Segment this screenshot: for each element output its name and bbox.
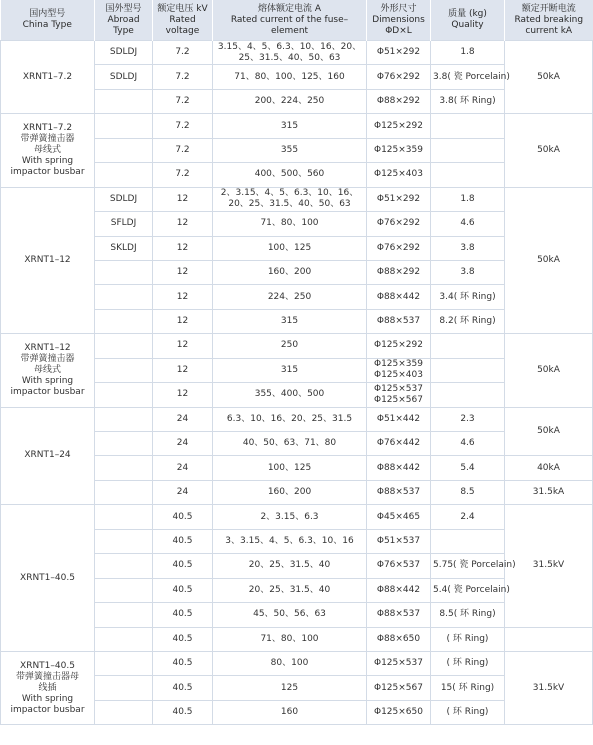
header-quality: 质量 (kg) Quality (431, 0, 505, 41)
rated-voltage-cell: 24 (153, 407, 213, 431)
abroad-type-cell (95, 89, 153, 113)
china-type-cell: XRNT1–7.2 (1, 41, 95, 114)
header-rated-current: 熔体额定电流 A Rated current of the fuse–element (213, 0, 367, 41)
dimensions-cell: Φ88×292 (367, 89, 431, 113)
rated-voltage-cell: 24 (153, 480, 213, 504)
table-body (1, 41, 593, 725)
rated-current-cell: 40、50、63、71、80 (213, 432, 367, 456)
rated-current-cell: 3、3.15、4、5、6.3、10、16 (213, 529, 367, 553)
rated-current-cell: 160、200 (213, 480, 367, 504)
abroad-type-cell (95, 407, 153, 431)
abroad-type-cell (95, 700, 153, 724)
rated-voltage-cell: 40.5 (153, 700, 213, 724)
dimensions-cell: Φ76×537 (367, 554, 431, 578)
abroad-type-cell (95, 358, 153, 382)
china-type-cell: XRNT1–12 (1, 187, 95, 334)
abroad-type-cell: SDLDJ (95, 187, 153, 211)
quality-cell: 5.4 (431, 456, 505, 480)
rated-voltage-cell: 40.5 (153, 603, 213, 627)
table-row (1, 187, 593, 211)
table-row (1, 334, 593, 358)
rated-voltage-cell: 40.5 (153, 627, 213, 651)
rated-voltage-cell: 40.5 (153, 505, 213, 529)
rated-current-cell: 71、80、100 (213, 212, 367, 236)
rated-voltage-cell: 40.5 (153, 676, 213, 700)
dimensions-cell: Φ88×292 (367, 260, 431, 284)
table-row (1, 505, 593, 529)
rated-voltage-cell: 24 (153, 456, 213, 480)
quality-cell: 8.5( 环 Ring) (431, 603, 505, 627)
abroad-type-cell (95, 651, 153, 675)
dimensions-cell: Φ88×537 (367, 480, 431, 504)
quality-cell: 5.75( 瓷 Porcelain) (431, 554, 505, 578)
quality-cell (431, 529, 505, 553)
rated-current-cell: 315 (213, 309, 367, 333)
quality-cell: 2.4 (431, 505, 505, 529)
quality-cell: 5.4( 瓷 Porcelain) (431, 578, 505, 602)
breaking-current-cell: 50kA (505, 407, 593, 456)
dimensions-cell: Φ76×292 (367, 65, 431, 89)
abroad-type-cell (95, 529, 153, 553)
quality-cell: 3.8 (431, 260, 505, 284)
abroad-type-cell (95, 309, 153, 333)
quality-cell (431, 138, 505, 162)
rated-current-cell: 2、3.15、6.3 (213, 505, 367, 529)
quality-cell: 1.8 (431, 41, 505, 65)
rated-current-cell: 20、25、31.5、40 (213, 554, 367, 578)
quality-cell: 3.4( 环 Ring) (431, 285, 505, 309)
rated-voltage-cell: 12 (153, 212, 213, 236)
rated-current-cell: 224、250 (213, 285, 367, 309)
rated-voltage-cell: 7.2 (153, 163, 213, 187)
breaking-current-cell (505, 627, 593, 651)
rated-voltage-cell: 40.5 (153, 529, 213, 553)
rated-current-cell: 250 (213, 334, 367, 358)
breaking-current-cell: 50kA (505, 41, 593, 114)
quality-cell: 4.6 (431, 432, 505, 456)
breaking-current-cell: 50kA (505, 114, 593, 187)
rated-voltage-cell: 7.2 (153, 41, 213, 65)
dimensions-cell: Φ88×442 (367, 285, 431, 309)
abroad-type-cell: SDLDJ (95, 65, 153, 89)
china-type-cell: XRNT1–7.2 带弹簧撞击器 母线式 With spring impactor busbar (1, 114, 95, 187)
dimensions-cell: Φ125×292 (367, 114, 431, 138)
abroad-type-cell: SKLDJ (95, 236, 153, 260)
dimensions-cell: Φ88×442 (367, 578, 431, 602)
quality-cell (431, 358, 505, 382)
breaking-current-cell: 31.5kA (505, 480, 593, 504)
header-dimensions: 外形尺寸 Dimensions ΦD×L (367, 0, 431, 41)
rated-current-cell: 6.3、10、16、20、25、31.5 (213, 407, 367, 431)
dimensions-cell: Φ125×537 Φ125×567 (367, 383, 431, 407)
quality-cell: 1.8 (431, 187, 505, 211)
dimensions-cell: Φ125×359 (367, 138, 431, 162)
dimensions-cell: Φ88×650 (367, 627, 431, 651)
quality-cell (431, 383, 505, 407)
dimensions-cell: Φ76×442 (367, 432, 431, 456)
rated-voltage-cell: 12 (153, 358, 213, 382)
rated-current-cell: 71、80、100 (213, 627, 367, 651)
abroad-type-cell (95, 480, 153, 504)
abroad-type-cell: SFLDJ (95, 212, 153, 236)
abroad-type-cell (95, 114, 153, 138)
dimensions-cell: Φ76×292 (367, 212, 431, 236)
quality-cell: 3.8( 环 Ring) (431, 89, 505, 113)
header-row (1, 0, 593, 41)
rated-current-cell: 355、400、500 (213, 383, 367, 407)
rated-current-cell: 200、224、250 (213, 89, 367, 113)
quality-cell: ( 环 Ring) (431, 700, 505, 724)
table-row (1, 407, 593, 431)
rated-current-cell: 315 (213, 358, 367, 382)
rated-current-cell: 125 (213, 676, 367, 700)
quality-cell: ( 环 Ring) (431, 627, 505, 651)
abroad-type-cell: SDLDJ (95, 41, 153, 65)
abroad-type-cell (95, 578, 153, 602)
china-type-cell: XRNT1–40.5 (1, 505, 95, 652)
rated-voltage-cell: 12 (153, 236, 213, 260)
rated-current-cell: 20、25、31.5、40 (213, 578, 367, 602)
dimensions-cell: Φ51×442 (367, 407, 431, 431)
quality-cell: 8.5 (431, 480, 505, 504)
abroad-type-cell (95, 603, 153, 627)
breaking-current-cell: 40kA (505, 456, 593, 480)
header-rated-voltage: 额定电压 kV Rated voltage (153, 0, 213, 41)
table-row (1, 114, 593, 138)
dimensions-cell: Φ125×650 (367, 700, 431, 724)
rated-current-cell: 80、100 (213, 651, 367, 675)
abroad-type-cell (95, 505, 153, 529)
abroad-type-cell (95, 554, 153, 578)
quality-cell: 3.8 (431, 236, 505, 260)
abroad-type-cell (95, 285, 153, 309)
dimensions-cell: Φ88×537 (367, 309, 431, 333)
abroad-type-cell (95, 627, 153, 651)
rated-voltage-cell: 12 (153, 383, 213, 407)
rated-current-cell: 100、125 (213, 236, 367, 260)
rated-current-cell: 2、3.15、4、5、6.3、10、16、 20、25、31.5、40、50、63 (213, 187, 367, 211)
dimensions-cell: Φ88×442 (367, 456, 431, 480)
breaking-current-cell: 50kA (505, 187, 593, 334)
abroad-type-cell (95, 432, 153, 456)
breaking-current-cell: 50kA (505, 334, 593, 407)
breaking-current-cell: 31.5kV (505, 651, 593, 724)
breaking-current-cell: 31.5kV (505, 505, 593, 627)
rated-voltage-cell: 12 (153, 309, 213, 333)
quality-cell: 3.8( 瓷 Porcelain) (431, 65, 505, 89)
rated-voltage-cell: 7.2 (153, 138, 213, 162)
dimensions-cell: Φ125×359 Φ125×403 (367, 358, 431, 382)
rated-current-cell: 45、50、56、63 (213, 603, 367, 627)
dimensions-cell: Φ76×292 (367, 236, 431, 260)
abroad-type-cell (95, 163, 153, 187)
table-row (1, 41, 593, 65)
rated-voltage-cell: 40.5 (153, 554, 213, 578)
abroad-type-cell (95, 260, 153, 284)
dimensions-cell: Φ51×292 (367, 187, 431, 211)
dimensions-cell: Φ51×537 (367, 529, 431, 553)
quality-cell: 15( 环 Ring) (431, 676, 505, 700)
rated-current-cell: 3.15、4、5、6.3、10、16、20、 25、31.5、40、50、63 (213, 41, 367, 65)
rated-voltage-cell: 40.5 (153, 651, 213, 675)
rated-current-cell: 400、500、560 (213, 163, 367, 187)
china-type-cell: XRNT1–40.5 带弹簧撞击器母 线插 With spring impactor busbar (1, 651, 95, 724)
dimensions-cell: Φ51×292 (367, 41, 431, 65)
abroad-type-cell (95, 383, 153, 407)
rated-current-cell: 160、200 (213, 260, 367, 284)
quality-cell (431, 163, 505, 187)
dimensions-cell: Φ125×292 (367, 334, 431, 358)
quality-cell: 4.6 (431, 212, 505, 236)
abroad-type-cell (95, 334, 153, 358)
china-type-cell: XRNT1–24 (1, 407, 95, 505)
rated-current-cell: 315 (213, 114, 367, 138)
rated-current-cell: 160 (213, 700, 367, 724)
quality-cell: 2.3 (431, 407, 505, 431)
quality-cell (431, 114, 505, 138)
rated-voltage-cell: 7.2 (153, 114, 213, 138)
quality-cell (431, 334, 505, 358)
table-row (1, 651, 593, 675)
dimensions-cell: Φ45×465 (367, 505, 431, 529)
rated-voltage-cell: 7.2 (153, 65, 213, 89)
china-type-cell: XRNT1–12 带弹簧撞击器 母线式 With spring impactor busbar (1, 334, 95, 407)
dimensions-cell: Φ125×567 (367, 676, 431, 700)
rated-voltage-cell: 12 (153, 285, 213, 309)
abroad-type-cell (95, 676, 153, 700)
quality-cell: 8.2( 环 Ring) (431, 309, 505, 333)
rated-voltage-cell: 12 (153, 260, 213, 284)
rated-voltage-cell: 40.5 (153, 578, 213, 602)
rated-current-cell: 100、125 (213, 456, 367, 480)
dimensions-cell: Φ125×403 (367, 163, 431, 187)
rated-current-cell: 71、80、100、125、160 (213, 65, 367, 89)
header-china-type: 国内型号 China Type (1, 0, 95, 41)
dimensions-cell: Φ125×537 (367, 651, 431, 675)
rated-voltage-cell: 7.2 (153, 89, 213, 113)
rated-current-cell: 355 (213, 138, 367, 162)
header-abroad-type: 国外型号 Abroad Type (95, 0, 153, 41)
rated-voltage-cell: 24 (153, 432, 213, 456)
rated-voltage-cell: 12 (153, 334, 213, 358)
header-breaking-current: 额定开断电流 Rated breaking current kA (505, 0, 593, 41)
dimensions-cell: Φ88×537 (367, 603, 431, 627)
abroad-type-cell (95, 456, 153, 480)
quality-cell: ( 环 Ring) (431, 651, 505, 675)
abroad-type-cell (95, 138, 153, 162)
rated-voltage-cell: 12 (153, 187, 213, 211)
